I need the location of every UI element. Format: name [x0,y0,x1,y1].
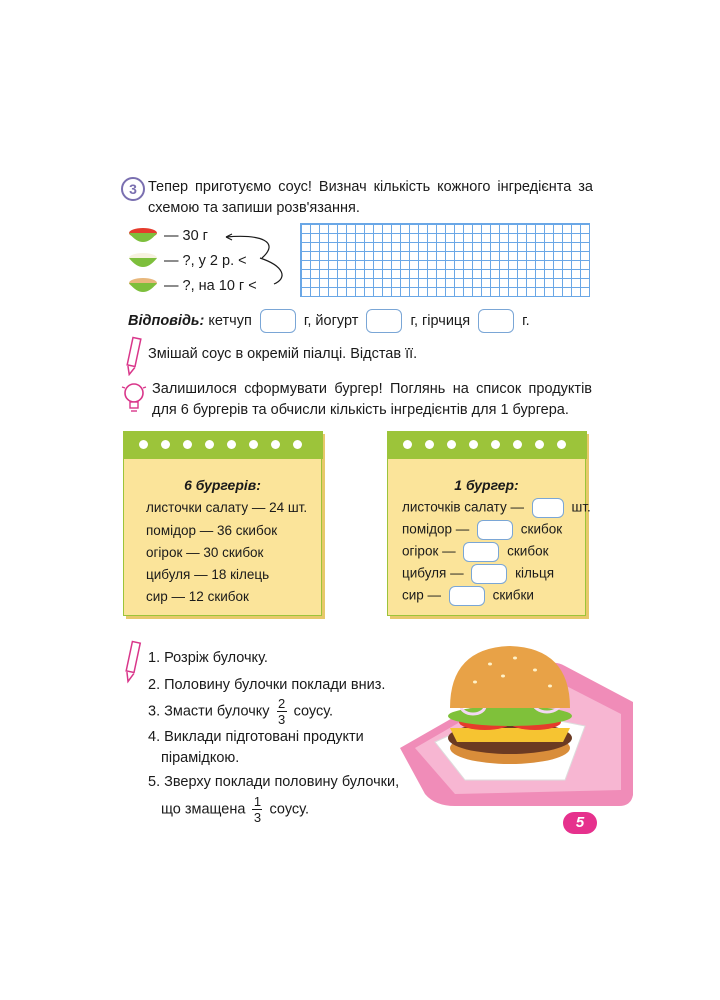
burger-tray-illustration [395,630,635,810]
note-left-line: огірок — 30 скибок [146,545,264,560]
step-5-line2 [148,795,399,824]
scheme-row2-text: — ?, у 2 р. < [164,253,247,269]
step-3 [148,697,333,726]
line-unit: скибок [520,521,563,537]
ketchup-bowl-icon [128,227,158,245]
step-4-line2: пірамідкою. [161,750,240,766]
step-1: 1. Розріж булочку. [148,650,268,666]
answer-label: Відповідь: [128,313,205,329]
pencil-icon [124,640,142,684]
line-label: сир — [402,587,442,603]
scheme-arrows-icon [222,230,292,290]
line-unit: скибок [507,543,549,559]
line-unit: скибки [492,587,534,603]
burger-intro-text: Залишилося сформувати бургер! Поглянь на список продуктів для 6 бургерів та обчисли кількість інгредієнтів для 1 бургера. [152,381,592,418]
answer-unit2: г, гірчиця [410,313,471,329]
scheme-row-ketchup [128,226,208,246]
note-left-title: 6 бургерів: [184,477,261,493]
task-number: 3 [121,177,145,201]
note-right-title: 1 бургер: [454,477,519,493]
mustard-answer-box[interactable] [478,309,514,333]
note-band [123,431,323,459]
step-4-line1: 4. Виклади підготовані продукти [148,729,364,745]
fraction-numerator: 1 [253,794,262,809]
fraction-denominator: 3 [277,712,286,727]
note-right-line [402,542,548,562]
lightbulb-icon [121,381,147,415]
line-label: листочків салату — [402,499,524,515]
line-label: цибуля — [402,565,464,581]
answer-ketchup-label: кетчуп [208,313,252,329]
note-right-line [402,586,534,606]
cheese-answer-box[interactable] [449,586,485,606]
page-number-badge: 5 [563,812,597,834]
pencil-icon [125,336,143,376]
note-left-line: листочки салату — 24 шт. [146,500,308,515]
answer-unit3: г. [522,313,530,329]
line-unit: кільця [515,565,554,581]
answer-line [128,309,530,333]
line-label: помідор — [402,521,470,537]
tomato-answer-box[interactable] [477,520,513,540]
ketchup-answer-box[interactable] [260,309,296,333]
note-right-line [402,520,562,540]
fraction-denominator: 3 [253,810,262,825]
note-right-line [402,564,554,584]
yogurt-bowl-icon [128,252,158,270]
step-5-tail: соусу. [269,801,309,818]
step-4 [148,727,364,769]
line-unit: шт. [571,499,591,515]
fraction-numerator: 2 [277,696,286,711]
step-3-text: 3. Змасти булочку [148,703,270,720]
note-left-line: цибуля — 18 кілець [146,567,270,582]
note-band [387,431,587,459]
note-one-burger [387,431,591,616]
step-3-tail: соусу. [293,703,334,720]
fraction-one-third [252,795,262,824]
onion-answer-box[interactable] [471,564,507,584]
step-5 [148,772,399,824]
fraction-two-thirds [277,697,287,726]
mustard-bowl-icon [128,277,158,295]
note-left-line: помідор — 36 скибок [146,523,278,538]
note-six-burgers [123,431,322,616]
yogurt-answer-box[interactable] [366,309,402,333]
lettuce-answer-box[interactable] [532,498,564,518]
note-left-line: сир — 12 скибок [146,589,249,604]
step-5-line1: 5. Зверху поклади половину булочки, [148,774,400,790]
step-2: 2. Половину булочки поклади вниз. [148,677,386,693]
note-right-line [402,498,591,518]
step-5-text: що змащена [161,801,246,818]
cucumber-answer-box[interactable] [463,542,499,562]
scheme-row3-text: — ?, на 10 г < [164,278,257,294]
scheme-row1-text: — 30 г [164,228,208,244]
calculation-grid[interactable] [300,223,590,297]
answer-unit1: г, йогурт [303,313,359,329]
task-intro-text: Тепер приготуємо соус! Визнач кількість кожного інгредієнта за схемою та запиши розв'язання. [148,179,593,216]
line-label: огірок — [402,543,456,559]
mix-instruction: Змішай соус в окремій піалці. Відстав її. [148,346,418,362]
